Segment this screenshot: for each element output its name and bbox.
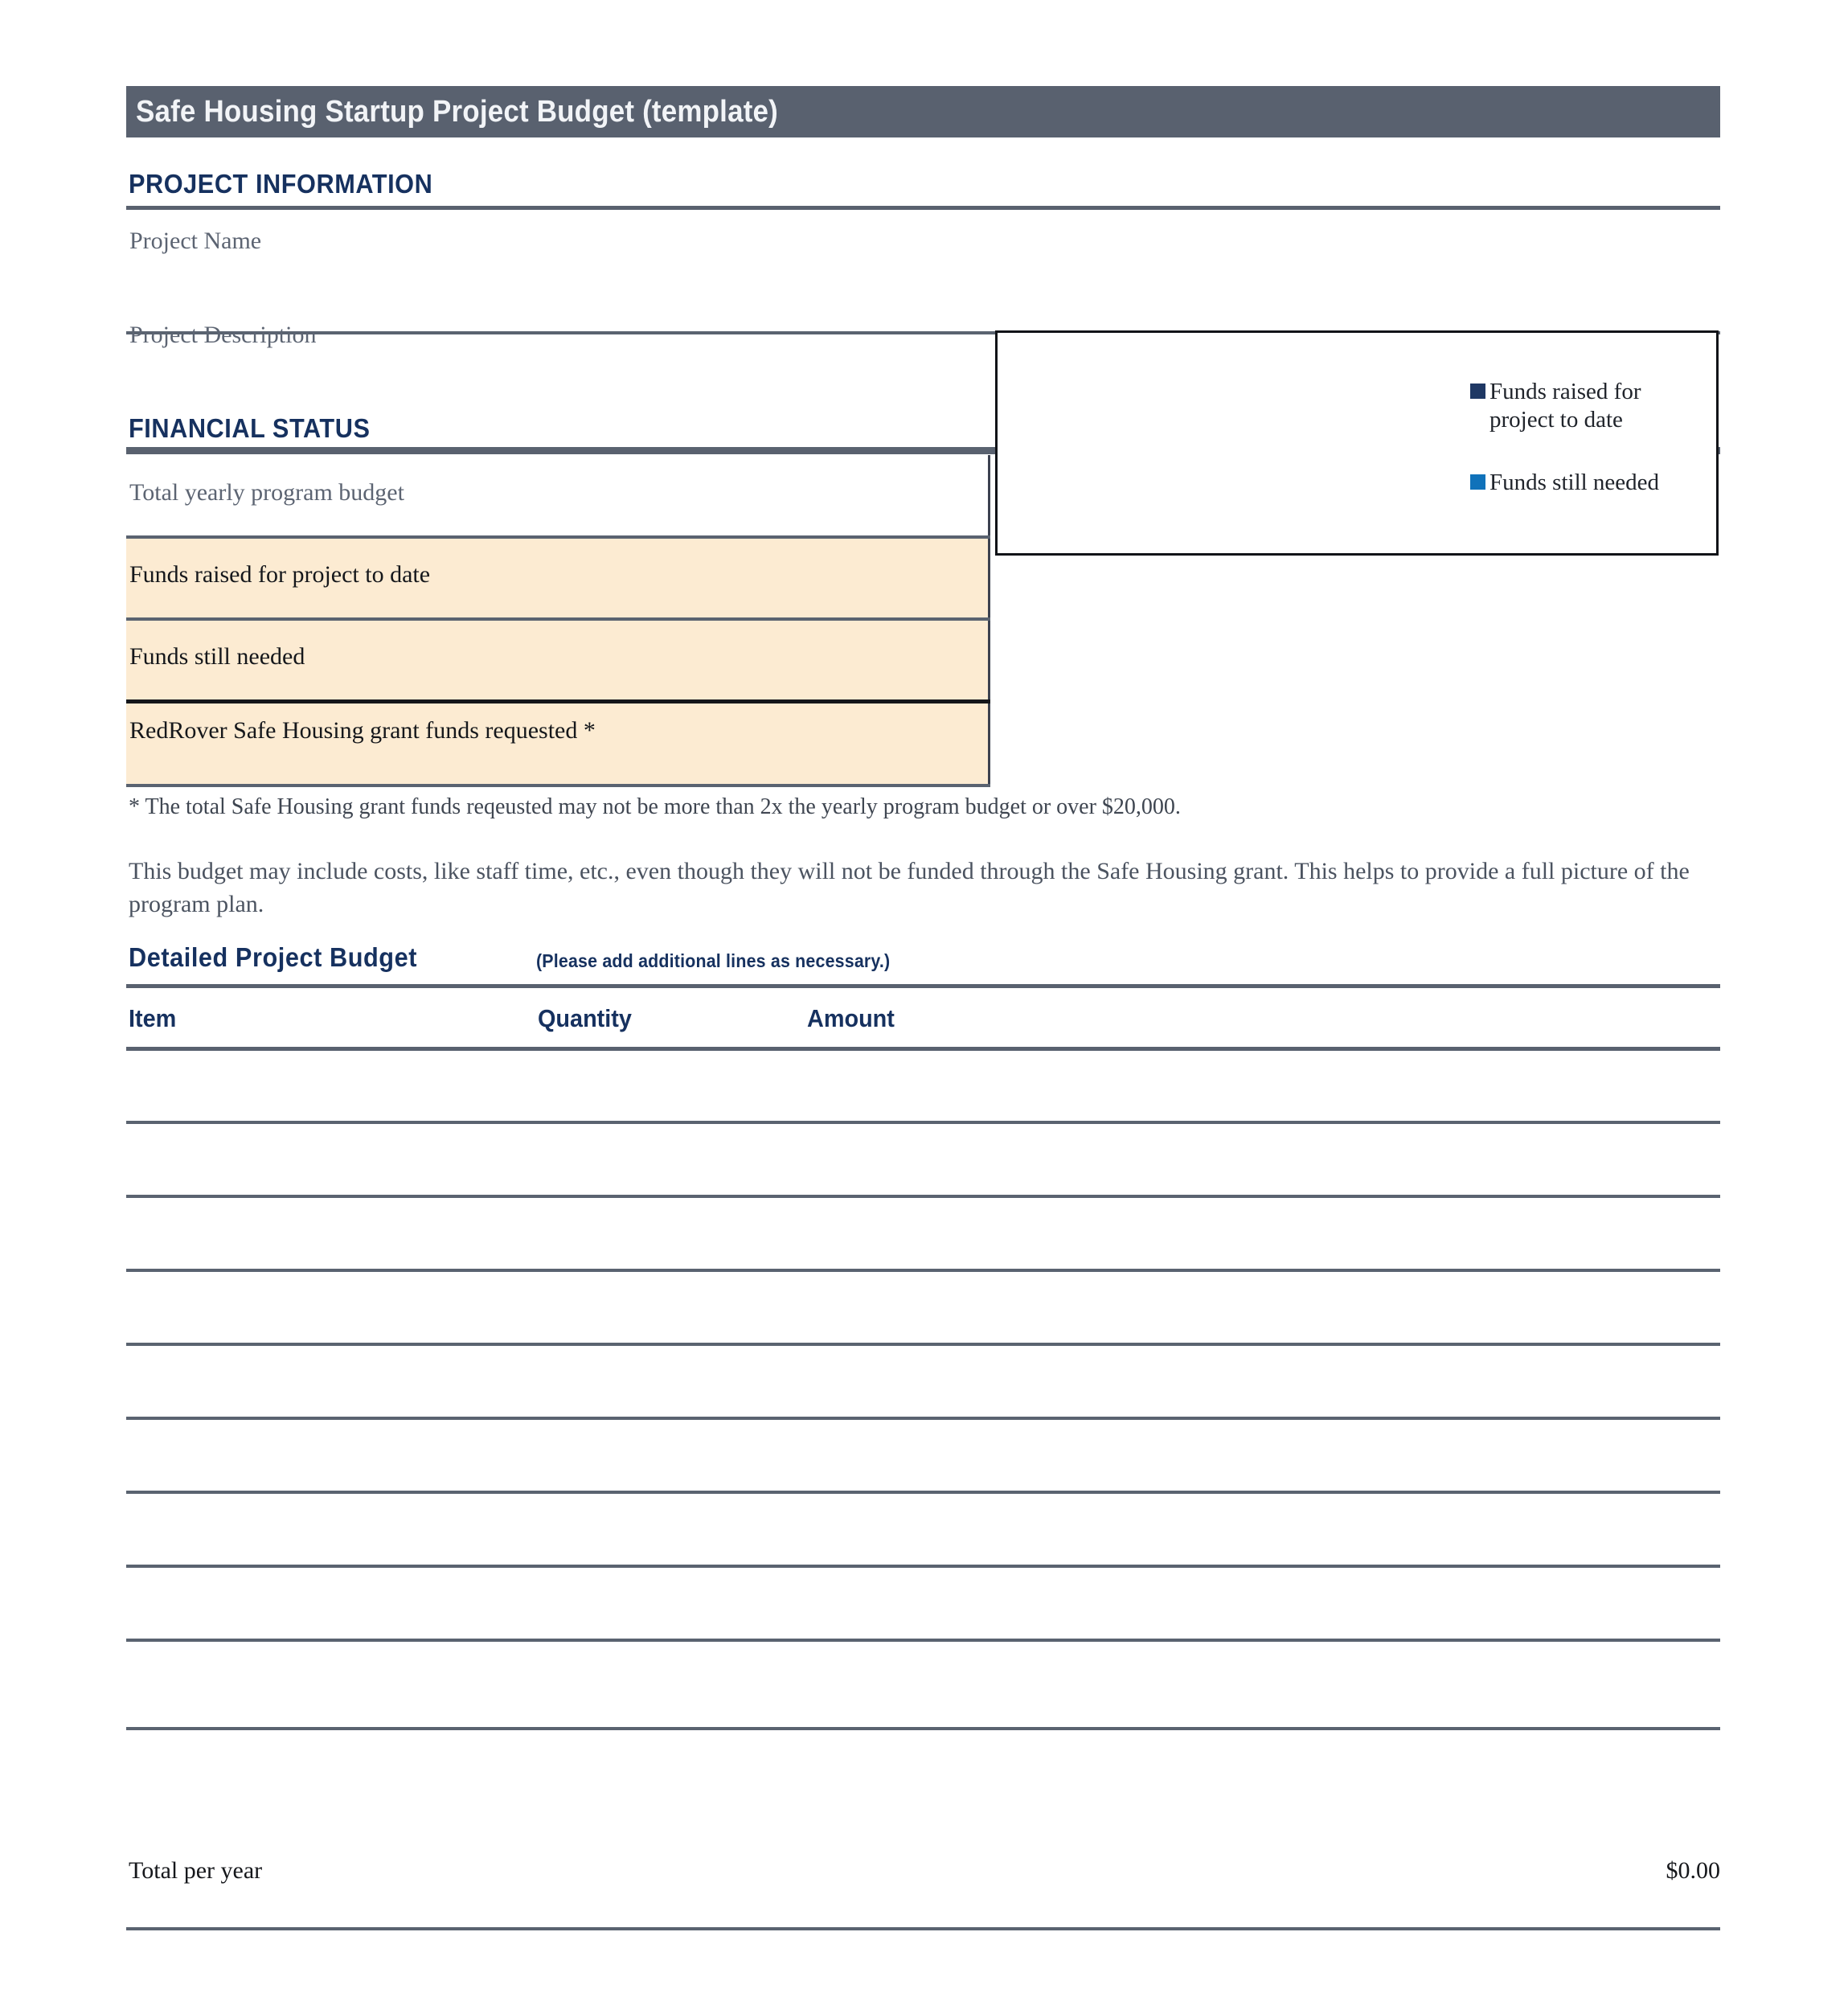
field-label-project-description: Project Description	[129, 322, 317, 348]
rule-under-project-information	[126, 206, 1720, 210]
field-label-project-name: Project Name	[129, 228, 262, 254]
rule-financial-row-0	[126, 535, 990, 539]
legend-label-funds-raised: Funds raised for project to date	[1489, 379, 1641, 433]
pie-chart-plot-area	[998, 333, 1457, 553]
section-heading-project-information: PROJECT INFORMATION	[129, 169, 433, 199]
budget-note-paragraph: This budget may include costs, like staff time, etc., even though they will not be funded through the Safe Housing grant. This helps to provide a full picture of the program plan.	[129, 858, 1690, 918]
rule-financial-row-1	[126, 617, 990, 621]
financial-label-total-yearly-program-budget: Total yearly program budget	[129, 479, 404, 506]
rule-table-row-4	[126, 1417, 1720, 1420]
legend-swatch-icon-funds-still-needed	[1470, 474, 1485, 490]
rule-table-row-8	[126, 1727, 1720, 1730]
document-page	[126, 0, 1720, 2010]
rule-table-row-1	[126, 1195, 1720, 1198]
grant-funds-footnote: * The total Safe Housing grant funds reqeusted may not be more than 2x the yearly program budget or over $20,000.	[129, 794, 1181, 819]
funds-pie-chart[interactable]	[995, 330, 1719, 556]
column-header-amount: Amount	[807, 1004, 895, 1032]
legend-item-funds-still-needed[interactable]	[1470, 469, 1711, 497]
total-per-year-value: $0.00	[1666, 1857, 1720, 1884]
column-header-quantity: Quantity	[538, 1004, 632, 1032]
rule-table-row-6	[126, 1565, 1720, 1568]
rule-table-row-7	[126, 1639, 1720, 1642]
rule-table-row-0	[126, 1121, 1720, 1124]
column-header-item: Item	[129, 1004, 177, 1032]
rule-under-detailed-project-budget	[126, 984, 1720, 988]
financial-label-redrover-grant-funds-requested: RedRover Safe Housing grant funds requested *	[129, 717, 596, 744]
rule-financial-row-3	[126, 784, 990, 787]
rule-table-row-5	[126, 1491, 1720, 1494]
financial-label-funds-raised: Funds raised for project to date	[129, 561, 431, 588]
chart-legend	[1470, 378, 1711, 531]
rule-table-row-2	[126, 1269, 1720, 1272]
rule-table-row-3	[126, 1343, 1720, 1346]
rule-under-total	[126, 1927, 1720, 1930]
document-title-bar	[126, 86, 1720, 137]
total-per-year-label: Total per year	[129, 1857, 263, 1884]
page-title: Safe Housing Startup Project Budget (template)	[135, 94, 778, 129]
legend-label-funds-still-needed: Funds still needed	[1489, 469, 1660, 495]
legend-item-funds-raised[interactable]	[1470, 378, 1711, 435]
detailed-project-budget-note: (Please add additional lines as necessary.)	[536, 950, 891, 971]
rule-financial-row-2	[126, 699, 990, 704]
rule-under-column-headers	[126, 1047, 1720, 1051]
financial-label-funds-still-needed: Funds still needed	[129, 643, 305, 670]
legend-swatch-icon-funds-raised	[1470, 384, 1485, 399]
section-heading-financial-status: FINANCIAL STATUS	[129, 413, 371, 443]
section-heading-detailed-project-budget: Detailed Project Budget	[129, 942, 418, 972]
